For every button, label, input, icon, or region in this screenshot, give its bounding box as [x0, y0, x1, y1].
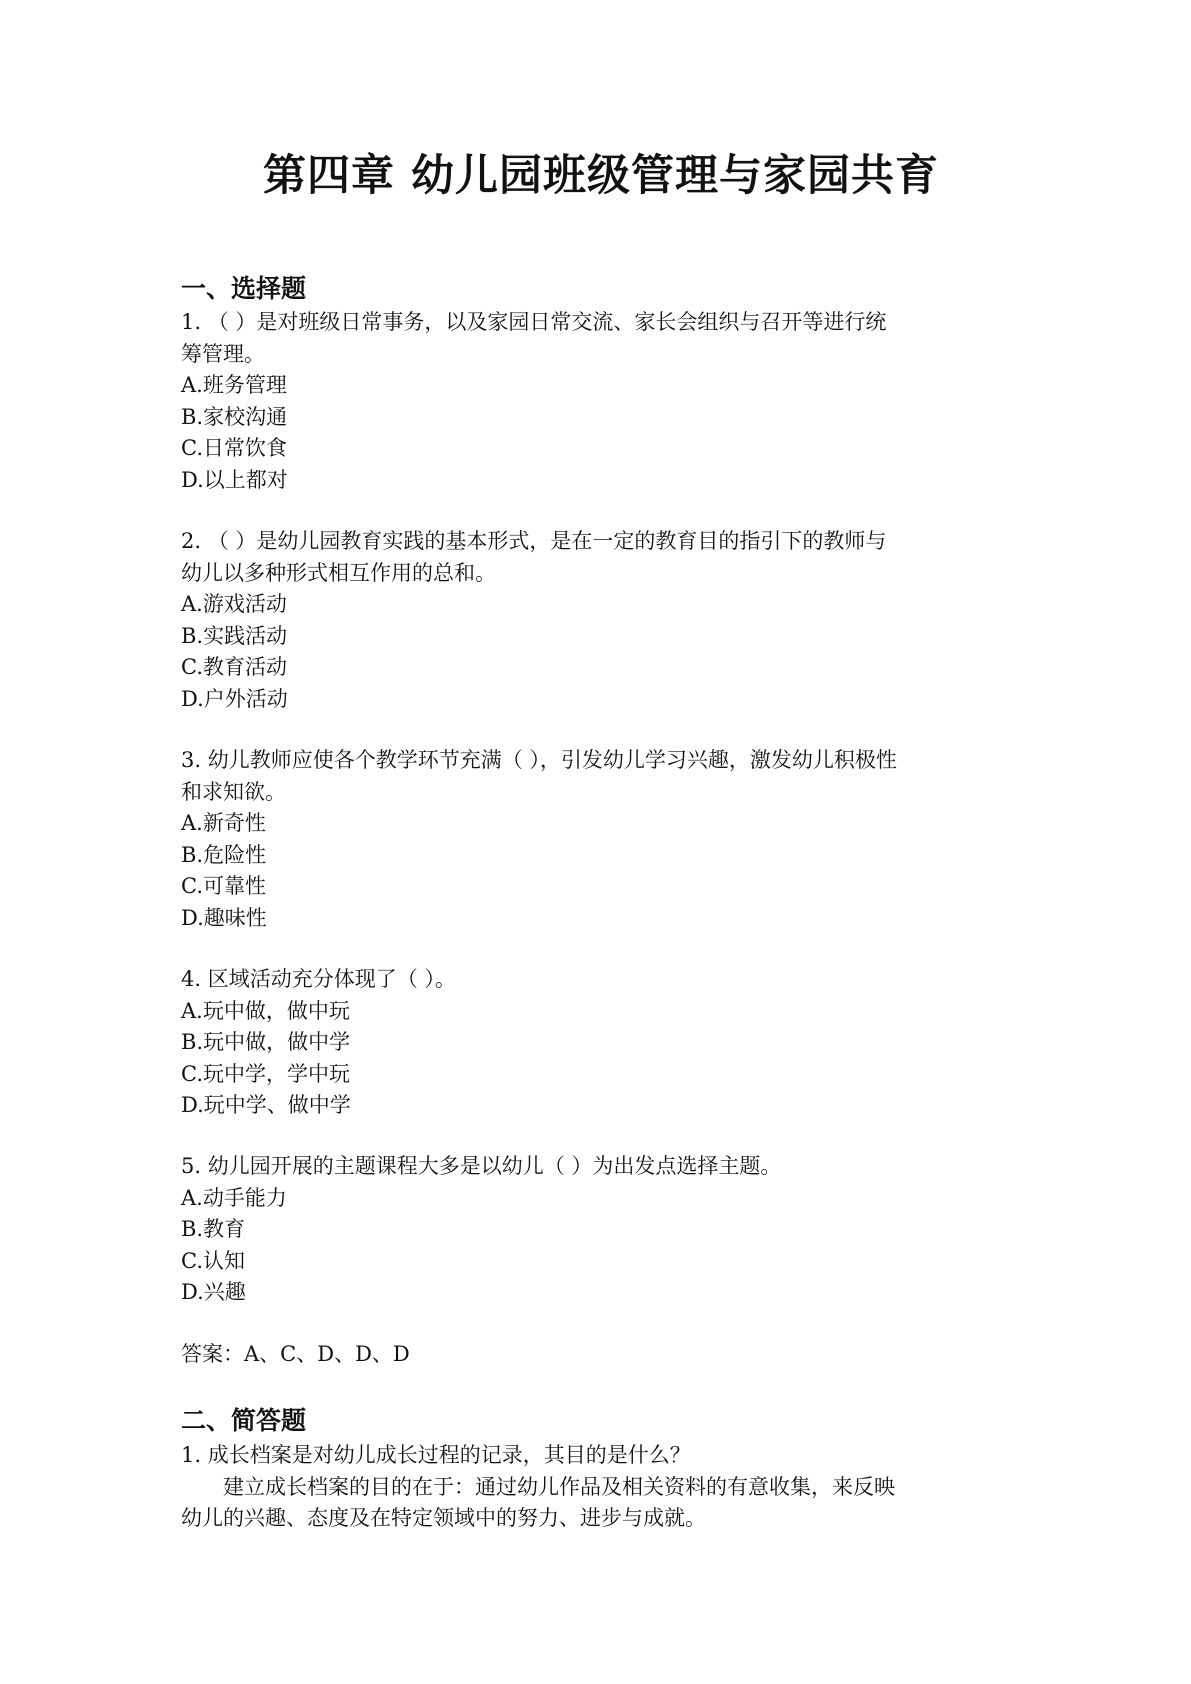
question-stem-line: 幼儿以多种形式相互作用的总和。 [181, 560, 496, 585]
option-b: B.实践活动 [181, 623, 288, 648]
question-1 [181, 307, 1021, 496]
option-a: A.班务管理 [181, 373, 287, 397]
section-heading-short-answer: 二、简答题 [181, 1406, 307, 1435]
question-4 [181, 964, 1021, 1122]
option-a: A.新奇性 [181, 811, 266, 835]
question-stem-line: 5. 幼儿园开展的主题课程大多是以幼儿（ ）为出发点选择主题。 [181, 1154, 782, 1178]
option-d: D.户外活动 [181, 686, 288, 711]
option-c: C.认知 [181, 1248, 245, 1273]
option-c: C.日常饮食 [181, 436, 287, 460]
short-answer-question-1 [181, 1440, 1021, 1535]
option-d: D.兴趣 [181, 1280, 246, 1304]
question-2 [181, 526, 1021, 715]
option-a: A.玩中做，做中玩 [181, 998, 350, 1023]
option-c: C.玩中学，学中玩 [181, 1061, 350, 1086]
option-a: A.动手能力 [181, 1185, 287, 1210]
short-answer-text-line: 幼儿的兴趣、态度及在特定领域中的努力、进步与成就。 [181, 1506, 706, 1530]
option-c: C.教育活动 [181, 655, 287, 679]
answer-key [181, 1339, 1021, 1371]
question-stem-line: 3. 幼儿教师应使各个教学环节充满（ ），引发幼儿学习兴趣，激发幼儿积极性 [181, 748, 897, 772]
question-stem-line: 筹管理。 [181, 341, 265, 366]
section-heading-choice: 一、选择题 [181, 274, 307, 303]
question-stem-line: 4. 区域活动充分体现了（ ）。 [181, 967, 456, 991]
chapter-title: 第四章 幼儿园班级管理与家园共育 [263, 151, 939, 201]
question-stem-line: 2. （ ）是幼儿园教育实践的基本形式，是在一定的教育目的指引下的教师与 [181, 529, 887, 553]
answer-key-text: 答案：A、C、D、D、D [181, 1342, 410, 1366]
option-b: B.教育 [181, 1217, 246, 1241]
short-answer-text-line: 建立成长档案的目的在于：通过幼儿作品及相关资料的有意收集，来反映 [223, 1474, 895, 1499]
question-stem-line: 1. （ ）是对班级日常事务，以及家园日常交流、家长会组织与召开等进行统 [181, 310, 887, 334]
short-answer-question-text: 1. 成长档案是对幼儿成长过程的记录，其目的是什么？ [181, 1443, 691, 1467]
option-c: C.可靠性 [181, 874, 266, 898]
option-b: B.危险性 [181, 842, 267, 867]
option-d: D.玩中学、做中学 [181, 1093, 351, 1117]
option-d: D.以上都对 [181, 467, 288, 492]
question-3 [181, 745, 1021, 934]
question-5 [181, 1151, 1021, 1309]
option-b: B.玩中做，做中学 [181, 1030, 351, 1054]
question-stem-line: 和求知欲。 [181, 779, 286, 804]
option-a: A.游戏活动 [181, 592, 287, 616]
option-b: B.家校沟通 [181, 404, 288, 429]
option-d: D.趣味性 [181, 905, 267, 930]
